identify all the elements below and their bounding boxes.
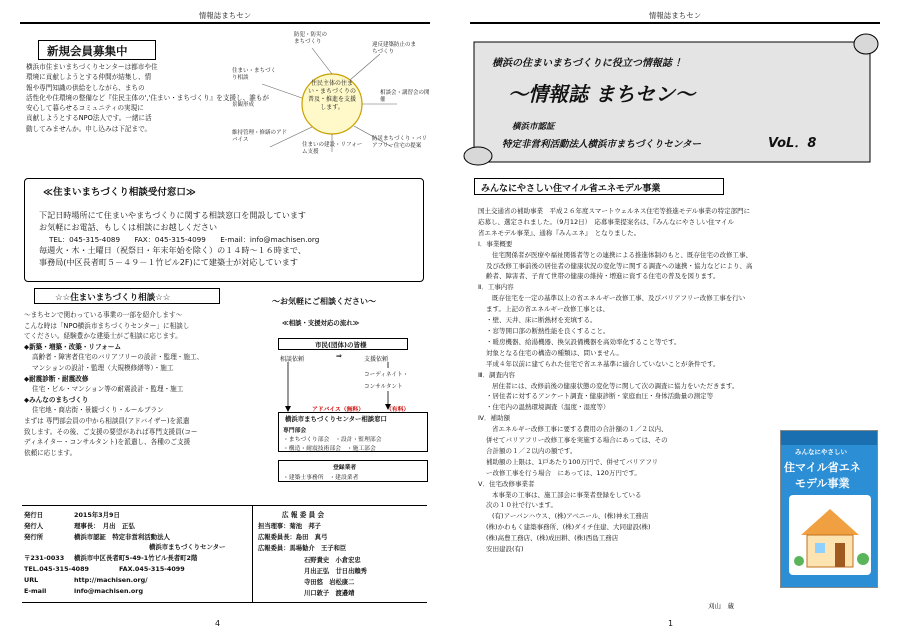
text-line: 本事業の工事は、施工部会に事業者登録をしている [492,490,642,499]
text-line: 月出正弘 廿日出賴秀 [304,567,367,575]
text-line: まずは 専門部会員の中から相談員(アドバイザー)を派遣 [24,416,190,425]
diagram-node: 住まい・まちづくり相談 [232,68,276,81]
text-line: 活性化や住環境の整備など『住民主体の','住まい・まちづくり』を支援し、誰もが [26,93,270,102]
flow-arrow-icon: ⇒ [336,352,342,360]
flow-dept-head: 専門部会 [283,428,307,434]
text-line: ー改修工事を行う場合 にあっては、120万円です。 [486,468,641,477]
text-line: ・窓等開口部の断熱性能を良くすること。 [486,326,610,335]
brochure-image [780,430,878,588]
text-line: 対象となる住宅の構造の種類は、問いません。 [486,348,623,357]
article-author: 刈山 蔵 [708,602,734,610]
text-line: 住宅・ビル・マンション等の耐震設計・監理・施工 [32,385,184,394]
page-number: 4 [215,619,221,628]
diagram-node: 維持管理・修繕のアドバイス [232,130,288,143]
text-line: 貢献しようとするNPO法人です。一緒に活 [26,114,152,123]
diagram-node: 防災まちづくり・バリアフリー住宅の提案 [372,136,427,149]
text-line: Ⅱ．工事内容 [478,283,514,292]
banner-volume: VoL．8 [768,136,817,151]
text-line: 依頼に応じます。 [24,448,77,457]
text-line: 広報委員長：島田 真弓 [258,534,328,542]
text-line: ます。上記の省エネルギー改修工事とは、 [486,305,609,314]
text-line: てください。経験豊かな建築士がご相談に応じます。 [24,332,182,341]
row-label: E-mail [24,586,47,595]
row-value: 横浜市まちづくりセンター [149,543,226,552]
brochure-band [781,431,878,445]
flow-dept2: ・構造・耐震技術部会 ・施工部会 [283,446,376,452]
text-line: ・暖房機器、給湯機器、換気設備機器を高効率化すること等です。 [486,337,681,346]
pr-list [258,521,367,599]
article-title-box [474,178,724,195]
flow-coordinate: コーディネイト・ [364,372,409,378]
right-page [450,0,900,636]
flow-center: 横浜市まちづくりセンター相談窓口 [285,415,387,423]
counter-box [24,178,424,282]
flow-chart [250,296,440,491]
text-line: Ⅴ．住宅改修事業者 [478,479,535,488]
support-diagram [232,32,432,170]
counter-title: ≪住まいまちづくり相談受付窓口≫ [43,187,196,198]
pr-title: 広 報 委 員 会 [282,511,325,519]
text-line: お気軽にお電話、もしくは相談にお越しください [39,221,218,232]
article-title: みんなにやさしい住マイル省エネモデル事業 [481,184,661,194]
text-line: 報や専門知識の供給をしながら、まちの [26,83,145,92]
row-value: 横浜市認証 特定非営利活動法人 [74,532,170,541]
row-label: 発行所 [24,532,44,541]
text-line: 省エネルギー改修工事に要する費用の合計額の１／２以内、 [492,425,668,434]
text-line: ◆新築・増築・改築・リフォーム [24,342,122,351]
text-line: Ⅰ．事業概要 [478,239,513,248]
colophon-publisher [24,510,225,596]
text-line: 安心して暮らせるコミュニティの実現に [26,104,144,113]
banner-top: 横浜の住まいまちづくりに役立つ情報誌 ！ [492,58,686,69]
text-line: 既存住宅を一定の基準以上の省エネルギー改修工事、及びバリアフリー改修工事を行い [492,294,746,303]
text-line: (有)アーバンハウス、(株)アベニール、(株)神永工務店 [492,512,649,521]
flow-citizen: 市民(団体)の皆様 [315,341,367,349]
text-line: 広報委員：馬場勧介 王子和臣 [258,545,347,553]
flow-support-req: 支援依頼 [364,356,389,363]
article-body [478,206,753,555]
text-line: ◆耐震診断・耐震改修 [24,374,89,383]
brochure-line2: モデル事業 [795,477,850,490]
text-line: こんな時は「NPO横浜市まちづくりセンター」に相談し [24,321,190,330]
text-line: (株)かわもく建築事務所、(株)ダイチ住建、大同建設(株) [486,523,651,532]
row-value: 理事長： 月出 正弘 [74,521,135,530]
flow-consult-req: 相談依頼 [280,356,305,363]
brochure-top: みんなにやさしい [795,448,847,456]
flow-subtitle: ≪相談・支援対応の流れ≫ [282,319,360,327]
consult-title-box [34,288,220,304]
text-line: 居住者には、改修前後の健康状態の変化等に関して次の調査に協力をいただきます。 [492,381,739,390]
page-number: 1 [668,619,674,628]
flow-center-box [278,412,428,452]
running-header: 情報誌まちセン [198,11,252,20]
banner-title: ～情報誌 まちセン～ [508,82,695,106]
text-line: 平成４年以前に建てられた住宅で省エネ基準に適合していないことが条件です。 [486,359,720,368]
text-line: 住宅関係者が医療や福祉関係者等との連携による推進体制のもと、既存住宅の改修工事、 [492,250,752,259]
text-line: Ⅳ．補助額 [478,414,510,423]
row-label: 発行人 [24,521,44,530]
text-line: 省エネモデル事業』、通称『みんエネ』 となりました。 [478,228,641,237]
row-value[interactable]: info@machisen.org [74,586,144,595]
text-line: 動してみませんか。申し込みは下記まで。 [26,124,152,133]
row-label: 〒231-0033 [24,554,65,563]
text-line: (株)高豊工務店、(株)成田耕、(株)西島工務店 [486,534,619,543]
consult-body [24,310,203,458]
running-header: 情報誌まちセン [648,11,702,20]
text-line: 高齢者・障害者住宅のバリアフリーの設計・監理・施工、 [32,353,204,362]
house-illustration-icon [789,495,871,575]
row-value[interactable]: http://machisen.org/ [74,575,148,584]
text-line: ◆みんなのまちづくり [24,395,89,404]
text-line: 合計額の１／２以内の額です。 [486,446,577,455]
flow-paid: （有料） [386,407,410,413]
text-line: 併せてバリアフリー改修工事を実施する場合にあっては、その [486,436,668,445]
diagram-node: 防犯・防災のまちづくり [294,32,328,45]
text-line: ・居住者に対するアンケート調査・健康診断・家庭血圧・身体活動量の測定等 [486,392,714,401]
recruit-title-box [38,40,156,60]
flow-consultant: コンサルタント [364,384,403,390]
text-line: 下記日時場所にて住まいやまちづくりに関する相談窓口を開設しています [39,210,307,220]
header-rule [20,22,430,24]
consult-title: ☆☆住まいまちづくり相談☆☆ [55,293,171,303]
flow-dept1: ・まちづくり部会 ・設計・監理部会 [283,437,382,443]
row-label: 発行日 [24,511,44,519]
banner-sub2: 特定非営利活動法人横浜市まちづくりセンター [502,139,702,150]
text-line: ディネイター・コンサルタント)を派遣し、各種のご支援 [24,438,191,447]
counter-body [39,210,319,269]
text-line: 横浜市住まいまちづくりセンターは都市や住 [26,63,158,71]
text-line: マンションの設計・監理（大規模修繕等）・施工 [32,363,174,372]
diagram-node: 相談会・講習会の開催 [380,90,430,103]
row-value: 2015年3月9日 [74,511,120,519]
contact-line: TEL：045-315-4089 FAX：045-315-4099 E-mail：info@machisen.org [49,234,320,244]
flow-reg1: ・建築士事務所 ・建設業者 [283,475,359,481]
diagram-node: 景観形成 [232,102,255,108]
recruit-title: 新規会員募集中 [47,44,128,58]
diagram-node: 住まいの建設・リフォーム支援 [302,142,363,155]
text-line: 川口敦子 渡邉靖 [304,590,355,598]
text-line: Ⅲ．調査内容 [478,370,515,379]
text-line: 担当理事：菊池 邦子 [258,523,321,530]
text-line: 次の１０社で行います。 [486,501,557,510]
text-line: ・住宅内の温熱環境調査（温度・湿度等） [486,403,610,412]
flow-registered-box [278,460,428,482]
text-line: 安田建設(有) [486,545,524,554]
text-line: 事務局(中区長者町５－４９－１竹ビル2F)にて建築士が対応しています [39,257,298,268]
text-line: 環境に貢献しようとする仲間が結集し、情 [26,73,152,82]
text-line: 寺田悠 岩松康二 [304,579,355,587]
text-line: 応募し、選定されました。（9月12日） 応募事業提案名は、『みんなにやさしい住マイル [478,217,735,226]
text-line: 齢者、障害者、子育て世帯の健康の維持・増進に資する住宅の普及を図ります。 [486,272,720,281]
brochure-illustration [789,495,871,575]
text-line: 及び改修工事前後の居住者の健康状況の変化等に関する調査への連携・協力などにより、高 [486,261,753,270]
flow-title: ～お気軽にご相談ください～ [272,297,376,306]
row-value: 横浜市中区長者町5-49-1竹ビル長者町2階 [74,554,198,563]
flow-reg-head: 登録業者 [333,465,357,471]
row-label: TEL.045-315-4089 [24,564,89,573]
flow-advice: アドバイス（無料） [312,407,364,413]
brochure-line1: 住マイル省エネ [784,461,861,474]
banner-sub1: 横浜市認証 [512,122,555,132]
text-line: 国土交通省の補助事業 平成２６年度スマートウェルネス住宅等推進モデル事業の特定部門に [478,207,751,215]
colophon [22,505,427,603]
diagram-center: 住民主体の住まい・まちづくりの普及・推進を支援します。 [307,80,356,111]
colophon-divider [252,506,253,602]
row-label: URL [24,575,39,584]
text-line: ・壁、天井、床に断熱材を充填する。 [486,316,597,325]
text-line: 補助額の上限は、1戸あたり100万円で、併せてバリアフリ [486,457,659,466]
row-value: FAX.045-315-4099 [119,564,185,573]
diagram-node: 違反建築防止のまちづくり [372,42,417,55]
header-rule [470,22,880,24]
text-line: 住宅地・商店街・景観づくり・ルールブラン [32,406,164,415]
text-line: 毎週火・木・土曜日（祝祭日・年末年始を除く）の１４時～１６時まで、 [39,245,306,256]
text-line: ～まちセンで関わっている事業の一部を紹介します～ [24,311,183,319]
text-line: 石野貴史 小倉宏忠 [304,556,361,564]
text-line: 致します。その後、ご支援の要望があれば専門支援員(コー [24,427,198,436]
